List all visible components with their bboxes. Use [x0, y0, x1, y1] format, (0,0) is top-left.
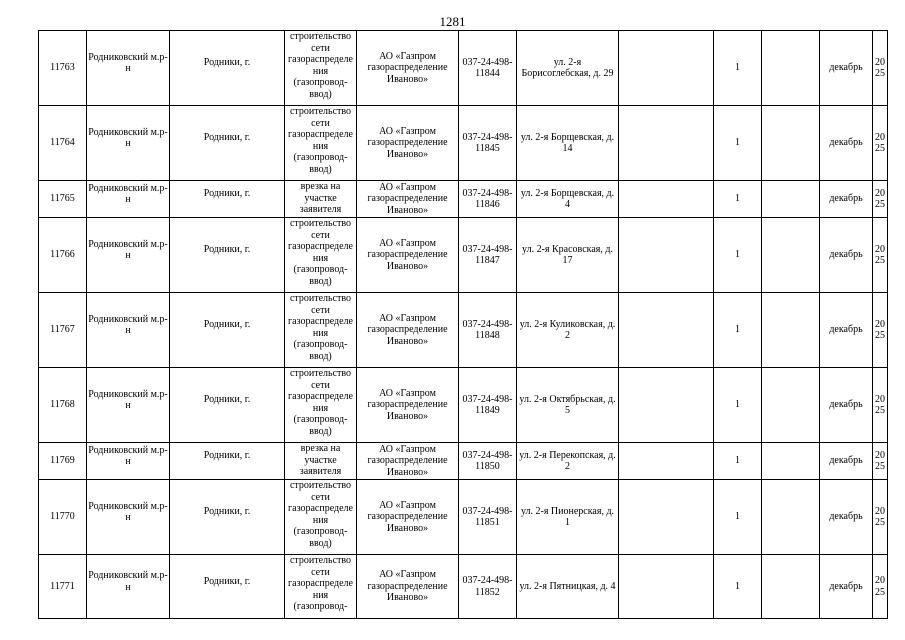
- cell-month-text: декабрь: [829, 249, 863, 261]
- cell-id: [39, 31, 87, 106]
- cell-address: [517, 31, 619, 106]
- cell-code-text: 037-24-498-11847: [462, 243, 513, 266]
- cell-settlement: [170, 181, 285, 218]
- cell-empty-1: [619, 181, 714, 218]
- cell-code-text: 037-24-498-11844: [462, 56, 513, 79]
- cell-settlement: [170, 31, 285, 106]
- cell-settlement-text: Родники, г.: [203, 244, 251, 256]
- cell-settlement: [170, 368, 285, 443]
- cell-settlement-text: Родники, г.: [203, 57, 251, 69]
- gas-connection-table: [38, 30, 888, 619]
- cell-id-text: 11768: [50, 399, 75, 411]
- cell-year: [873, 555, 888, 619]
- cell-code: [459, 218, 517, 293]
- cell-org: [357, 31, 459, 106]
- cell-qty: [714, 555, 762, 619]
- cell-year: [873, 106, 888, 181]
- cell-org: [357, 293, 459, 368]
- cell-empty-1: [619, 293, 714, 368]
- cell-qty-text: 1: [735, 249, 740, 261]
- cell-year-text: 2025: [875, 131, 885, 154]
- cell-id-text: 11769: [50, 455, 75, 467]
- cell-org: [357, 480, 459, 555]
- cell-district: [87, 443, 170, 480]
- cell-type: [285, 293, 357, 368]
- cell-type-text: строительство сети газораспределения (газопровод-ввод): [288, 480, 353, 549]
- cell-id-text: 11770: [50, 511, 75, 523]
- cell-qty-text: 1: [735, 580, 740, 592]
- cell-org: [357, 106, 459, 181]
- cell-year-text: 2025: [875, 56, 885, 79]
- cell-id: [39, 555, 87, 619]
- cell-district-text: Родниковский м.р-н: [88, 500, 168, 523]
- cell-type-text: строительство сети газораспределения (газопровод-ввод): [288, 368, 353, 437]
- cell-month-text: декабрь: [829, 580, 863, 592]
- cell-id-text: 11765: [50, 193, 75, 205]
- cell-district-text: Родниковский м.р-н: [88, 388, 168, 411]
- cell-id: [39, 443, 87, 480]
- cell-code: [459, 31, 517, 106]
- cell-id: [39, 181, 87, 218]
- cell-qty-text: 1: [735, 62, 740, 74]
- cell-year: [873, 293, 888, 368]
- cell-id-text: 11767: [50, 324, 75, 336]
- cell-org-text: АО «Газпром газораспределение Иваново»: [367, 50, 448, 85]
- cell-settlement-text: Родники, г.: [203, 394, 251, 406]
- cell-org: [357, 443, 459, 480]
- cell-year-text: 2025: [875, 575, 885, 598]
- cell-district: [87, 293, 170, 368]
- cell-qty: [714, 293, 762, 368]
- cell-type: [285, 443, 357, 480]
- cell-month: [820, 106, 873, 181]
- cell-address: [517, 480, 619, 555]
- table-row: [39, 480, 888, 555]
- cell-qty-text: 1: [735, 399, 740, 411]
- cell-qty-text: 1: [735, 511, 740, 523]
- cell-type: [285, 31, 357, 106]
- cell-id: [39, 293, 87, 368]
- cell-code: [459, 293, 517, 368]
- table-row: [39, 181, 888, 218]
- cell-year-text: 2025: [875, 449, 885, 472]
- cell-type-text: строительство сети газораспределения (газопровод-ввод): [288, 218, 353, 287]
- cell-year-text: 2025: [875, 243, 885, 266]
- cell-empty-1: [619, 480, 714, 555]
- cell-qty-text: 1: [735, 324, 740, 336]
- cell-address: [517, 443, 619, 480]
- cell-address: [517, 368, 619, 443]
- cell-type-text: врезка на участке заявителя: [299, 443, 342, 477]
- cell-type-text: строительство сети газораспределения (газопровод-ввод): [288, 31, 353, 100]
- cell-code-text: 037-24-498-11851: [462, 505, 513, 528]
- cell-org-text: АО «Газпром газораспределение Иваново»: [367, 499, 448, 534]
- cell-org: [357, 555, 459, 619]
- cell-empty-2: [762, 443, 820, 480]
- cell-id-text: 11763: [50, 62, 75, 74]
- cell-settlement-text: Родники, г.: [203, 450, 251, 462]
- cell-settlement-text: Родники, г.: [203, 188, 251, 200]
- cell-code: [459, 555, 517, 619]
- cell-code: [459, 106, 517, 181]
- cell-district: [87, 31, 170, 106]
- cell-type: [285, 106, 357, 181]
- cell-settlement-text: Родники, г.: [203, 319, 251, 331]
- cell-settlement-text: Родники, г.: [203, 506, 251, 518]
- cell-settlement: [170, 293, 285, 368]
- cell-settlement: [170, 555, 285, 619]
- cell-code: [459, 480, 517, 555]
- cell-qty-text: 1: [735, 455, 740, 467]
- cell-month-text: декабрь: [829, 399, 863, 411]
- cell-month: [820, 480, 873, 555]
- cell-org-text: АО «Газпром газораспределение Иваново»: [367, 443, 448, 478]
- cell-id-text: 11764: [50, 137, 75, 149]
- cell-org-text: АО «Газпром газораспределение Иваново»: [367, 387, 448, 422]
- cell-id: [39, 368, 87, 443]
- cell-month: [820, 443, 873, 480]
- cell-type-text: строительство сети газораспределения (газопровод-: [288, 555, 353, 612]
- cell-district: [87, 555, 170, 619]
- cell-address-text: ул. 2-я Борисоглебская, д. 29: [521, 56, 614, 79]
- cell-empty-1: [619, 31, 714, 106]
- cell-empty-1: [619, 443, 714, 480]
- cell-year-text: 2025: [875, 187, 885, 210]
- cell-district-text: Родниковский м.р-н: [88, 126, 168, 149]
- cell-address-text: ул. 2-я Перекопская, д. 2: [519, 449, 616, 472]
- cell-org: [357, 218, 459, 293]
- cell-org-text: АО «Газпром газораспределение Иваново»: [367, 312, 448, 347]
- cell-qty: [714, 106, 762, 181]
- table-row: [39, 368, 888, 443]
- cell-month: [820, 368, 873, 443]
- cell-month-text: декабрь: [829, 62, 863, 74]
- cell-month-text: декабрь: [829, 137, 863, 149]
- cell-empty-1: [619, 555, 714, 619]
- cell-year-text: 2025: [875, 318, 885, 341]
- cell-empty-1: [619, 106, 714, 181]
- cell-code-text: 037-24-498-11850: [462, 449, 513, 472]
- cell-district-text: Родниковский м.р-н: [88, 51, 168, 74]
- cell-id: [39, 106, 87, 181]
- table-row: [39, 106, 888, 181]
- cell-year: [873, 31, 888, 106]
- cell-type: [285, 480, 357, 555]
- cell-code: [459, 181, 517, 218]
- cell-qty: [714, 443, 762, 480]
- table-row: [39, 218, 888, 293]
- cell-empty-2: [762, 480, 820, 555]
- cell-district-text: Родниковский м.р-н: [88, 238, 168, 261]
- cell-type-text: строительство сети газораспределения (газопровод-ввод): [288, 293, 353, 362]
- cell-code-text: 037-24-498-11846: [462, 187, 513, 210]
- cell-org-text: АО «Газпром газораспределение Иваново»: [367, 125, 448, 160]
- cell-district-text: Родниковский м.р-н: [88, 182, 168, 205]
- cell-settlement: [170, 480, 285, 555]
- cell-empty-2: [762, 31, 820, 106]
- cell-settlement: [170, 218, 285, 293]
- cell-settlement-text: Родники, г.: [203, 132, 251, 144]
- cell-type: [285, 555, 357, 619]
- cell-type: [285, 218, 357, 293]
- cell-month-text: декабрь: [829, 455, 863, 467]
- cell-qty: [714, 480, 762, 555]
- cell-empty-2: [762, 106, 820, 181]
- cell-address: [517, 106, 619, 181]
- cell-month: [820, 555, 873, 619]
- table-row: [39, 555, 888, 619]
- cell-settlement: [170, 443, 285, 480]
- cell-address: [517, 555, 619, 619]
- cell-year: [873, 368, 888, 443]
- cell-settlement-text: Родники, г.: [203, 575, 251, 587]
- cell-org-text: АО «Газпром газораспределение Иваново»: [367, 569, 448, 604]
- table-row: [39, 293, 888, 368]
- cell-address: [517, 218, 619, 293]
- cell-district: [87, 218, 170, 293]
- cell-address-text: ул. 2-я Пятницкая, д. 4: [519, 580, 616, 592]
- cell-qty: [714, 31, 762, 106]
- cell-month-text: декабрь: [829, 193, 863, 205]
- cell-year: [873, 181, 888, 218]
- cell-year: [873, 218, 888, 293]
- cell-type: [285, 368, 357, 443]
- cell-address-text: ул. 2-я Куликовская, д. 2: [519, 318, 616, 341]
- cell-id: [39, 218, 87, 293]
- table-row: [39, 443, 888, 480]
- cell-empty-2: [762, 218, 820, 293]
- cell-qty: [714, 181, 762, 218]
- cell-id-text: 11771: [50, 580, 75, 592]
- cell-empty-2: [762, 181, 820, 218]
- cell-district: [87, 480, 170, 555]
- cell-month: [820, 181, 873, 218]
- cell-empty-2: [762, 368, 820, 443]
- cell-year-text: 2025: [875, 505, 885, 528]
- cell-district-text: Родниковский м.р-н: [88, 313, 168, 336]
- cell-year: [873, 480, 888, 555]
- cell-address-text: ул. 2-я Красовская, д. 17: [522, 243, 613, 266]
- cell-org-text: АО «Газпром газораспределение Иваново»: [367, 237, 448, 272]
- cell-org: [357, 181, 459, 218]
- cell-settlement: [170, 106, 285, 181]
- cell-district-text: Родниковский м.р-н: [88, 444, 168, 467]
- cell-code: [459, 368, 517, 443]
- cell-empty-1: [619, 368, 714, 443]
- cell-type-text: строительство сети газораспределения (газопровод-ввод): [288, 106, 353, 175]
- cell-address-text: ул. 2-я Борщевская, д. 4: [520, 187, 615, 210]
- cell-month: [820, 31, 873, 106]
- cell-code-text: 037-24-498-11852: [462, 575, 513, 598]
- cell-year: [873, 443, 888, 480]
- cell-month-text: декабрь: [829, 511, 863, 523]
- cell-address-text: ул. 2-я Пионерская, д. 1: [520, 505, 615, 528]
- cell-address-text: ул. 2-я Октябрьская, д. 5: [519, 393, 616, 416]
- cell-address: [517, 293, 619, 368]
- cell-month: [820, 293, 873, 368]
- cell-month-text: декабрь: [829, 324, 863, 336]
- cell-qty: [714, 218, 762, 293]
- table-row: [39, 31, 888, 106]
- cell-code-text: 037-24-498-11848: [462, 318, 513, 341]
- cell-org-text: АО «Газпром газораспределение Иваново»: [367, 181, 448, 216]
- table-body: [39, 31, 888, 619]
- cell-empty-2: [762, 293, 820, 368]
- cell-month: [820, 218, 873, 293]
- cell-empty-2: [762, 555, 820, 619]
- cell-district: [87, 106, 170, 181]
- cell-qty-text: 1: [735, 137, 740, 149]
- cell-address-text: ул. 2-я Борщевская, д. 14: [520, 131, 615, 154]
- cell-code-text: 037-24-498-11849: [462, 393, 513, 416]
- cell-qty-text: 1: [735, 193, 740, 205]
- page-number: 1281: [439, 14, 466, 29]
- cell-type-text: врезка на участке заявителя: [299, 181, 342, 215]
- cell-id: [39, 480, 87, 555]
- cell-empty-1: [619, 218, 714, 293]
- cell-year-text: 2025: [875, 393, 885, 416]
- cell-type: [285, 181, 357, 218]
- cell-district: [87, 368, 170, 443]
- cell-address: [517, 181, 619, 218]
- cell-id-text: 11766: [50, 249, 75, 261]
- cell-code: [459, 443, 517, 480]
- cell-code-text: 037-24-498-11845: [462, 131, 513, 154]
- cell-district-text: Родниковский м.р-н: [88, 570, 168, 593]
- cell-qty: [714, 368, 762, 443]
- cell-org: [357, 368, 459, 443]
- cell-district: [87, 181, 170, 218]
